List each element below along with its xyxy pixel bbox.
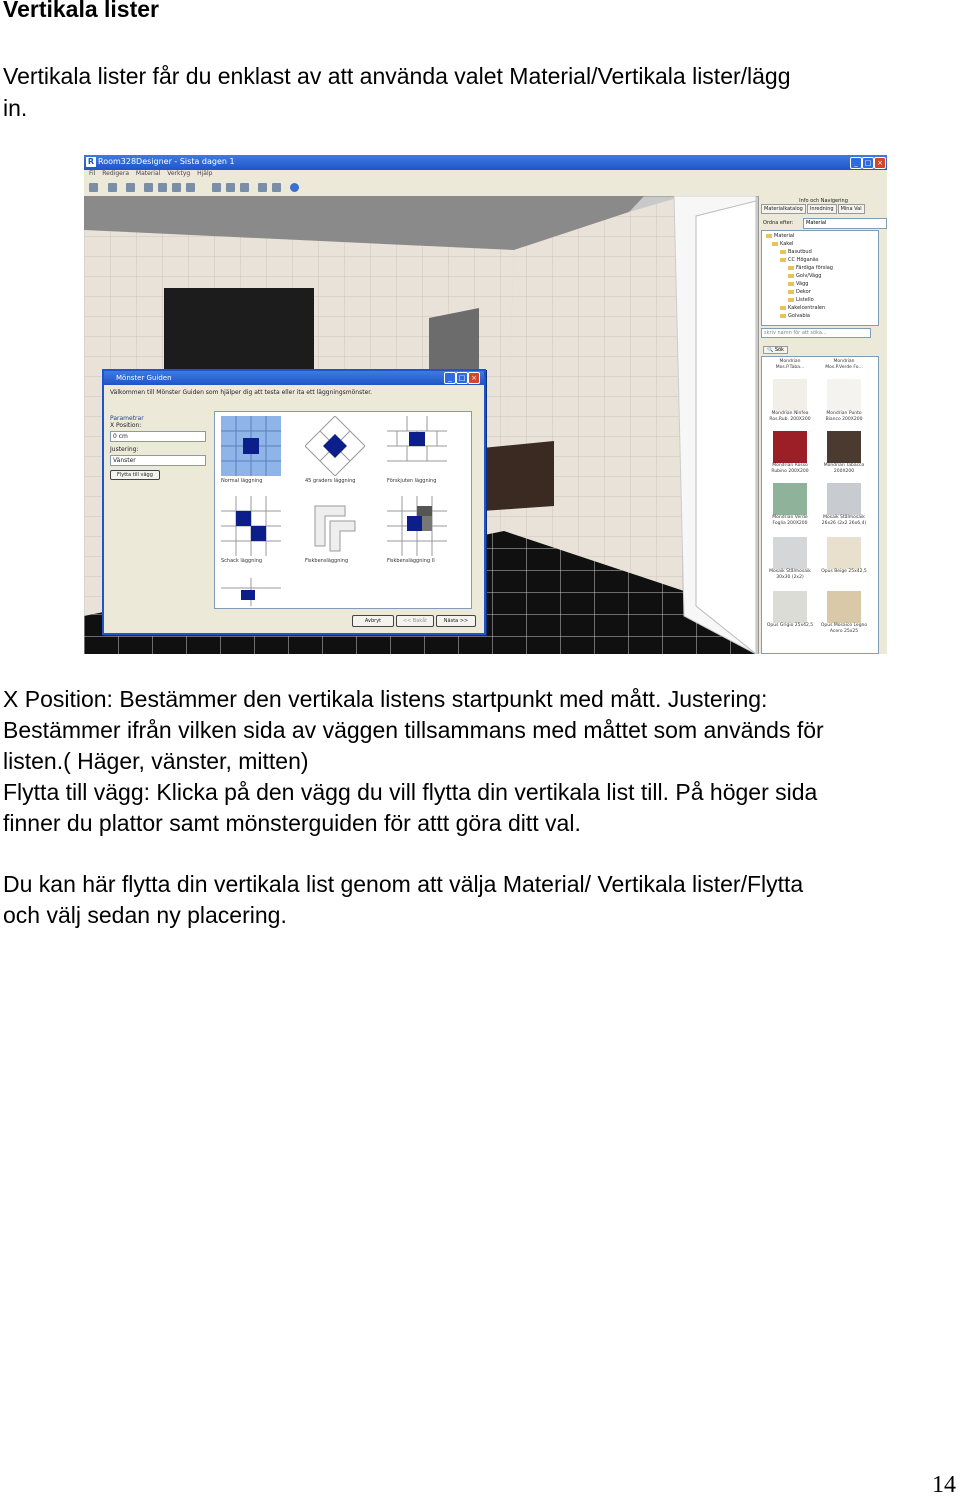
material-panel	[758, 196, 887, 654]
pattern-offset-icon	[387, 416, 447, 476]
tree-node[interactable]: Listello	[788, 297, 814, 303]
tile-swatch[interactable]: Opus Grigio 25x42,5	[766, 591, 814, 629]
app-titlebar	[84, 155, 887, 170]
tile-swatch[interactable]: Mondrian Rosso Rubino 200X200	[766, 431, 814, 475]
pattern-caption: Fiskbensläggning II	[387, 558, 435, 564]
justering-select[interactable]: Vänster	[110, 455, 206, 466]
pattern-45deg[interactable]	[305, 416, 365, 484]
save-icon[interactable]	[89, 183, 98, 192]
pattern-normal-icon	[221, 416, 281, 476]
params-title: Parametrar	[110, 415, 144, 422]
cancel-button[interactable]: Avbryt	[352, 615, 394, 627]
body-line-2: Bestämmer ifrån vilken sida av väggen tillsammans med måttet som används för	[3, 717, 824, 743]
help-icon[interactable]	[290, 183, 299, 192]
pattern-caption: Schack läggning	[221, 558, 263, 564]
order-label: Ordna efter:	[763, 220, 794, 226]
app-title: Room328Designer - Sista dagen 1	[98, 157, 235, 166]
tree-node[interactable]: Golvabia	[780, 313, 810, 319]
maximize-icon[interactable]: □	[862, 157, 874, 169]
tree-node[interactable]: Dekor	[788, 289, 811, 295]
pattern-grid	[214, 411, 472, 609]
material-tree	[761, 230, 879, 326]
tree-node[interactable]: Kakelcentralen	[780, 305, 825, 311]
body-line-5: finner du plattor samt mönsterguiden för attt göra ditt val.	[3, 810, 581, 836]
tile-swatch[interactable]: Mondrian Tabacco 200X200	[820, 431, 868, 475]
tree-node[interactable]: Material	[766, 233, 794, 239]
dialog-titlebar	[104, 371, 484, 385]
toolbar	[84, 180, 887, 197]
close-icon[interactable]: ×	[874, 157, 886, 169]
pattern-offset[interactable]	[387, 416, 447, 484]
tree-node[interactable]: Basutbud	[780, 249, 812, 255]
pattern-caption: Förskjuten läggning	[387, 478, 437, 484]
app-screenshot	[84, 155, 887, 654]
tree-node[interactable]: Golv/Vägg	[788, 273, 821, 279]
pattern-caption: Normal läggning	[221, 478, 263, 484]
tab-materialkatalog[interactable]: Materialkatalog	[761, 204, 806, 214]
body-line-3: listen.( Häger, vänster, mitten)	[3, 748, 309, 774]
pattern-herringbone-2[interactable]	[387, 496, 447, 564]
pattern-45deg-icon	[305, 416, 365, 476]
tool-icon[interactable]	[144, 183, 153, 192]
chart-icon[interactable]	[240, 183, 249, 192]
tool-icon[interactable]	[172, 183, 181, 192]
info-icon[interactable]	[186, 183, 195, 192]
menu-hjalp[interactable]: Hjälp	[197, 170, 213, 177]
tile-swatch[interactable]: Mondrian Verde Foglia 200X200	[766, 483, 814, 527]
next-button[interactable]: Nästa >>	[436, 615, 476, 627]
pattern-guide-dialog	[102, 369, 486, 635]
app-logo-icon: R	[87, 157, 95, 166]
move-to-wall-button[interactable]: Flytta till vägg	[110, 470, 160, 480]
menubar	[84, 170, 887, 180]
minimize-icon[interactable]: _	[850, 157, 862, 169]
panel-top-label: Info och Navigering	[799, 198, 848, 204]
dialog-close-icon[interactable]: ×	[468, 372, 480, 384]
image-icon[interactable]	[226, 183, 235, 192]
dialog-maximize-icon[interactable]: □	[456, 372, 468, 384]
dialog-subtitle: Välkommen till Mönster Guiden som hjälper dig att testa eller ita ett läggningsmönster.	[110, 389, 373, 396]
settings-icon[interactable]	[272, 183, 281, 192]
tile-swatch[interactable]: Opus Mosaico Legno Acero 25x25	[820, 591, 868, 635]
tile-swatch[interactable]: Mosaik Stålmosaik 26x26 (2x2 26x6,4)	[820, 483, 868, 527]
tile-swatch[interactable]: Mosaik Stålmosaik 30x30 (2x2)	[766, 537, 814, 581]
tile-swatch[interactable]: Opus Beige 25x42,5	[820, 537, 868, 575]
pattern-row-partial[interactable]	[221, 578, 281, 606]
back-button[interactable]: << Bakåt	[396, 615, 434, 627]
tab-mina-val[interactable]: Mina Val	[838, 204, 865, 214]
pattern-checker[interactable]	[221, 496, 281, 564]
tab-inredning[interactable]: Inredning	[807, 204, 837, 214]
pattern-normal[interactable]	[221, 416, 281, 484]
page-heading: Vertikala lister	[3, 0, 159, 22]
paint-icon[interactable]	[108, 183, 117, 192]
page-number: 14	[932, 1472, 956, 1498]
tree-node[interactable]: Kakel	[772, 241, 793, 247]
tile-swatch[interactable]: Mondrian Ninfea Ros.Rub. 200X200	[766, 379, 814, 423]
closing-line-2: och välj sedan ny placering.	[3, 902, 287, 928]
tile-swatch[interactable]: Mondrian Mos.P.Verde Fo...	[825, 359, 863, 370]
material-search-input[interactable]: skriv namn för att söka...	[761, 328, 871, 338]
print-icon[interactable]	[212, 183, 221, 192]
tile-swatch[interactable]: Mondrian Punto Bianco 200X200	[820, 379, 868, 423]
pattern-herringbone-2-icon	[387, 496, 447, 556]
pattern-herringbone[interactable]	[305, 496, 365, 564]
tile-swatch-list	[761, 356, 879, 654]
menu-redigera[interactable]: Redigera	[102, 170, 129, 177]
xpos-field[interactable]: 0 cm	[110, 431, 206, 442]
dialog-minimize-icon[interactable]: _	[444, 372, 456, 384]
filter-icon[interactable]	[126, 183, 135, 192]
order-select[interactable]: Material	[803, 218, 887, 229]
tree-node[interactable]: Vägg	[788, 281, 808, 287]
pattern-more-icon	[221, 578, 281, 606]
menu-fil[interactable]: Fil	[89, 170, 96, 177]
menu-verktyg[interactable]: Verktyg	[167, 170, 191, 177]
dialog-title: Mönster Guiden	[116, 374, 172, 382]
xpos-label: X Position:	[110, 422, 142, 429]
intro-line-2: in.	[3, 95, 28, 121]
menu-material[interactable]: Material	[135, 170, 161, 177]
intro-line-1: Vertikala lister får du enklast av att använda valet Material/Vertikala lister/lägg	[3, 63, 791, 89]
tree-node[interactable]: CC Höganäs	[780, 257, 818, 263]
tool-icon[interactable]	[158, 183, 167, 192]
params-panel	[110, 415, 206, 480]
camera-icon[interactable]	[258, 183, 267, 192]
pattern-caption: Fiskbensläggning	[305, 558, 349, 564]
pattern-caption: 45 graders läggning	[305, 478, 356, 484]
body-line-1: X Position: Bestämmer den vertikala listens startpunkt med mått. Justering:	[3, 686, 768, 712]
tile-swatch[interactable]: Mondrian Mos.P.Taba...	[775, 359, 805, 370]
pattern-herringbone-icon	[305, 496, 365, 556]
pattern-checker-icon	[221, 496, 281, 556]
search-button[interactable]: 🔍 Sök	[763, 346, 788, 354]
closing-line-1: Du kan här flytta din vertikala list genom att välja Material/ Vertikala lister/Flytta	[3, 871, 804, 897]
tree-node[interactable]: Färdiga förslag	[788, 265, 833, 271]
justering-label: Justering:	[110, 446, 139, 453]
body-line-4: Flytta till vägg: Klicka på den vägg du vill flytta din vertikala list till. På höger sida	[3, 779, 818, 805]
